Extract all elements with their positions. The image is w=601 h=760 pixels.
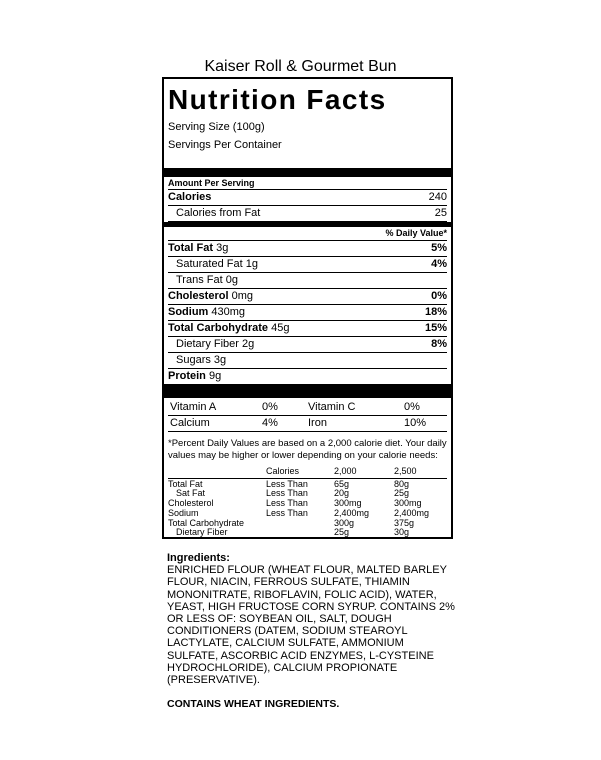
dv-cell: Sodium [168, 507, 199, 518]
vitamin-row [168, 416, 447, 432]
vitamin-pct: 0% [404, 401, 420, 413]
nutrient-pct: 15% [424, 322, 447, 334]
calories-from-fat-label: Calories from Fat [176, 207, 261, 219]
nutrient-pct: 5% [431, 242, 447, 254]
dv-cell: 80g [394, 478, 410, 489]
divider-thick [164, 384, 451, 398]
nutrient-name: Sugars [176, 354, 211, 366]
nutrient-amount: 0g [222, 274, 238, 286]
dv-cell: 300mg [334, 498, 362, 509]
dv-cell: 300mg [394, 498, 422, 509]
nutrient-row [168, 241, 447, 257]
nutrient-row [168, 305, 447, 321]
vitamin-name: Vitamin C [308, 401, 356, 413]
vitamin-name: Iron [308, 417, 327, 429]
dv-cell: Less Than [266, 478, 308, 489]
nutrient-name: Dietary Fiber [176, 338, 239, 350]
nutrient-name: Protein [168, 370, 206, 382]
vitamin-name: Vitamin A [170, 401, 217, 413]
dv-cell: Total Fat [168, 478, 203, 489]
nutrient-pct: 8% [431, 338, 447, 350]
dv-cell: Dietary Fiber [176, 527, 228, 538]
daily-value-footnote: *Percent Daily Values are based on a 2,000 calorie diet. Your daily values may be higher or lower depending on your calorie needs: [168, 438, 447, 461]
nutrient-name: Cholesterol [168, 290, 229, 302]
calories-from-fat-value: 25 [434, 207, 447, 219]
ingredients-block [167, 552, 457, 686]
nutrient-row [168, 273, 447, 289]
nutrient-row [168, 321, 447, 337]
dv-cell: 375g [394, 517, 415, 528]
calories-from-fat-row [168, 206, 447, 222]
vitamin-pct: 4% [262, 417, 278, 429]
vitamin-pct: 0% [262, 401, 278, 413]
nutrient-amount: 430mg [208, 306, 246, 318]
dv-cell: 2,400mg [394, 507, 430, 518]
dv-cell: Total Carbohydrate [168, 517, 245, 528]
nutrition-facts-label [162, 77, 453, 539]
vitamin-row [168, 400, 447, 416]
nutrient-amount: 0mg [228, 290, 253, 302]
dv-cell: 30g [394, 527, 410, 538]
nutrient-amount: 45g [268, 322, 290, 334]
nutrient-name: Saturated Fat [176, 258, 243, 270]
calories-row [168, 190, 447, 206]
label-title: Nutrition Facts [168, 84, 387, 115]
dv-header-cell: 2,000 [334, 466, 357, 476]
nutrient-pct: 4% [431, 258, 447, 270]
calories-label: Calories [168, 191, 212, 203]
nutrient-amount: 2g [238, 338, 255, 350]
nutrient-amount: 3g [213, 242, 229, 254]
nutrient-name: Total Carbohydrate [168, 322, 269, 334]
dv-cell: 65g [334, 478, 350, 489]
ingredients-text: ENRICHED FLOUR (WHEAT FLOUR, MALTED BARLEY FLOUR, NIACIN, FERROUS SULFATE, THIAMIN MONONITRATE, RIBOFLAVIN, FOLIC ACID), WATER, YEAST, HIGH FRUCTOSE CORN SYRUP. CONTAINS 2% OR LESS OF: SOYBEAN OIL, SALT, DOUGH CONDITIONERS (DATEM, SODIUM STEAROYL LACTYLATE, CALCIUM SULFATE, AMMONIUM SULFATE, ASCORBIC ACID ENZYMES, L-CYSTEINE HYDROCHLORIDE), CALCIUM PROPIONATE (PRESERVATIVE). [167, 564, 455, 687]
dv-header-cell [168, 467, 266, 477]
ingredients-header: Ingredients: [167, 552, 230, 564]
nutrient-pct: 0% [431, 290, 447, 302]
dv-cell: Less Than [266, 507, 308, 518]
nutrient-amount: 9g [205, 370, 222, 382]
dv-header-cell: Calories [266, 466, 300, 476]
dv-cell: 20g [334, 488, 350, 499]
dv-header-cell: 2,500 [394, 466, 417, 476]
servings-per-container: Servings Per Container [168, 139, 282, 151]
dv-cell [266, 528, 334, 538]
dv-cell: 2,400mg [334, 507, 370, 518]
serving-size: Serving Size (100g) [168, 121, 265, 133]
nutrient-name: Sodium [168, 306, 209, 318]
daily-value-header: % Daily Value* [168, 227, 447, 241]
dv-cell: Less Than [266, 488, 308, 499]
dv-cell: 25g [334, 527, 350, 538]
calories-value: 240 [428, 191, 447, 203]
allergen-statement: CONTAINS WHEAT INGREDIENTS. [167, 698, 340, 710]
dv-cell: 25g [394, 488, 410, 499]
nutrient-row [168, 369, 447, 384]
dv-cell [266, 519, 334, 529]
nutrient-name: Trans Fat [176, 274, 223, 286]
nutrient-row [168, 257, 447, 273]
nutrient-amount: 1g [242, 258, 258, 270]
nutrient-row [168, 353, 447, 369]
dv-cell: Less Than [266, 498, 308, 509]
vitamin-name: Calcium [170, 417, 210, 429]
nutrient-row [168, 337, 447, 353]
nutrient-name: Total Fat [168, 242, 214, 254]
dv-table-row [168, 528, 447, 538]
vitamin-pct: 10% [404, 417, 427, 429]
nutrient-amount: 3g [210, 354, 227, 366]
nutrient-row [168, 289, 447, 305]
divider-thick [164, 168, 451, 177]
amount-per-serving: Amount Per Serving [168, 177, 447, 190]
dv-table-header [168, 467, 447, 479]
product-title: Kaiser Roll & Gourmet Bun [204, 58, 397, 75]
nutrient-pct: 18% [424, 306, 447, 318]
dv-cell: 300g [334, 517, 355, 528]
dv-cell: Cholesterol [168, 498, 214, 509]
dv-cell: Sat Fat [176, 488, 206, 499]
daily-value-table [168, 467, 447, 538]
